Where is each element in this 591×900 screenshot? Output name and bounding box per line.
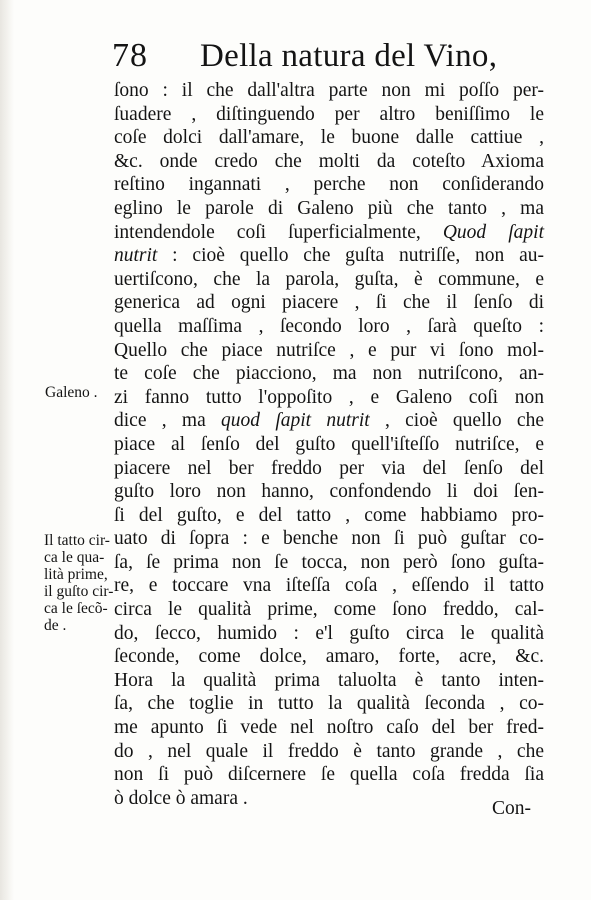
text-line: ſa, ſe prima non ſe tocca, non però ſono guſta- (114, 551, 544, 573)
text-line: te coſe che piacciono, ma non nutriſcono, an- (114, 363, 544, 385)
text-line: do, ſecco, humido : e'l guſto circa le qualità (114, 622, 544, 644)
text-line: generica ad ogni piacere , ſi che il ſenſo di (114, 292, 544, 314)
text-line: guſto loro non hanno, confondendo li doi ſen- (114, 481, 544, 503)
text-line: ſono : il che dall'altra parte non mi poſſo per- (114, 80, 544, 101)
text-line: Quello che piace nutriſce , e pur vi ſono mol- (114, 339, 544, 361)
text-line: ſuadere , diſtinguendo per altro beniſſimo le (114, 103, 544, 125)
text-line: ò dolce ò amara . (114, 787, 248, 809)
text-line: &c. onde credo che molti da coteſto Axioma (114, 150, 544, 172)
text-line: me apunto ſi vede nel noſtro caſo del ber fred- (114, 717, 544, 739)
gutter-shadow (0, 0, 14, 900)
latin-quotation: quod ſapit nutrit (221, 410, 370, 432)
text-line: ſeconde, come dolce, amaro, forte, acre, &c. (114, 646, 544, 668)
text-line: Hora la qualità prima taluolta è tanto inten- (114, 669, 544, 691)
text-line: eglino le parole di Galeno più che tanto , ma (114, 197, 544, 219)
text-line: non ſi può diſcernere ſe quella coſa fredda ſia (114, 764, 544, 786)
text-line: do , nel quale il freddo è tanto grande , che (114, 740, 544, 762)
text-line: ſi del guſto, e del tatto , come habbiamo pro- (114, 504, 544, 526)
text-line: coſe dolci dall'amare, le buone dalle cattiue , (114, 127, 544, 149)
running-title: Della natura del Vino, (200, 38, 498, 74)
latin-quotation: nutrit (114, 245, 158, 267)
text-line: quella maſſima , ſecondo loro , ſarà queſto : (114, 315, 544, 337)
text-line: reſtino ingannati , perche non conſiderando (114, 174, 544, 196)
text-line: intendendole coſi ſuperficialmente, Quod ſapit (114, 221, 544, 243)
margin-note-tatto (44, 532, 113, 634)
margin-note-line: de . (44, 617, 67, 634)
text-line: circa le qualità prime, come ſono freddo, cal- (114, 599, 544, 621)
text-line: ſa, che toglie in tutto la qualità ſeconda , co- (114, 693, 544, 715)
margin-note-galeno: Galeno . (45, 384, 98, 401)
latin-quotation: Quod ſapit (442, 221, 544, 243)
catchword: Con- (492, 798, 531, 819)
margin-note-line: ca le qua- (44, 549, 105, 566)
text-line: zi fanno tutto l'oppoſito , e Galeno coſi non (114, 386, 544, 408)
page-header (112, 36, 532, 76)
body-text (114, 79, 544, 810)
text-line: piace al ſenſo del guſto quell'iſteſſo nutriſce, e (114, 433, 544, 455)
page-number: 78 (112, 37, 148, 74)
text-line: dice , ma quod ſapit nutrit , cioè quello che (114, 410, 544, 432)
text-line: nutrit : cioè quello che guſta nutriſſe, non au- (114, 245, 544, 267)
margin-note-line: lità prime, (44, 566, 108, 583)
text-line: uato di ſopra : e benche non ſi può guſtar co- (114, 528, 544, 550)
text-line: uertiſcono, che la parola, guſta, è commune, e (114, 268, 544, 290)
text-line: piacere nel ber freddo per via del ſenſo del (114, 457, 544, 479)
text-line: re, e toccare vna iſteſſa coſa , eſſendo il tatto (114, 575, 544, 597)
margin-note-line: Il tatto cir- (44, 532, 110, 549)
margin-note-line: il guſto cir- (44, 583, 114, 600)
margin-note-line: ca le ſecõ- (44, 600, 108, 617)
